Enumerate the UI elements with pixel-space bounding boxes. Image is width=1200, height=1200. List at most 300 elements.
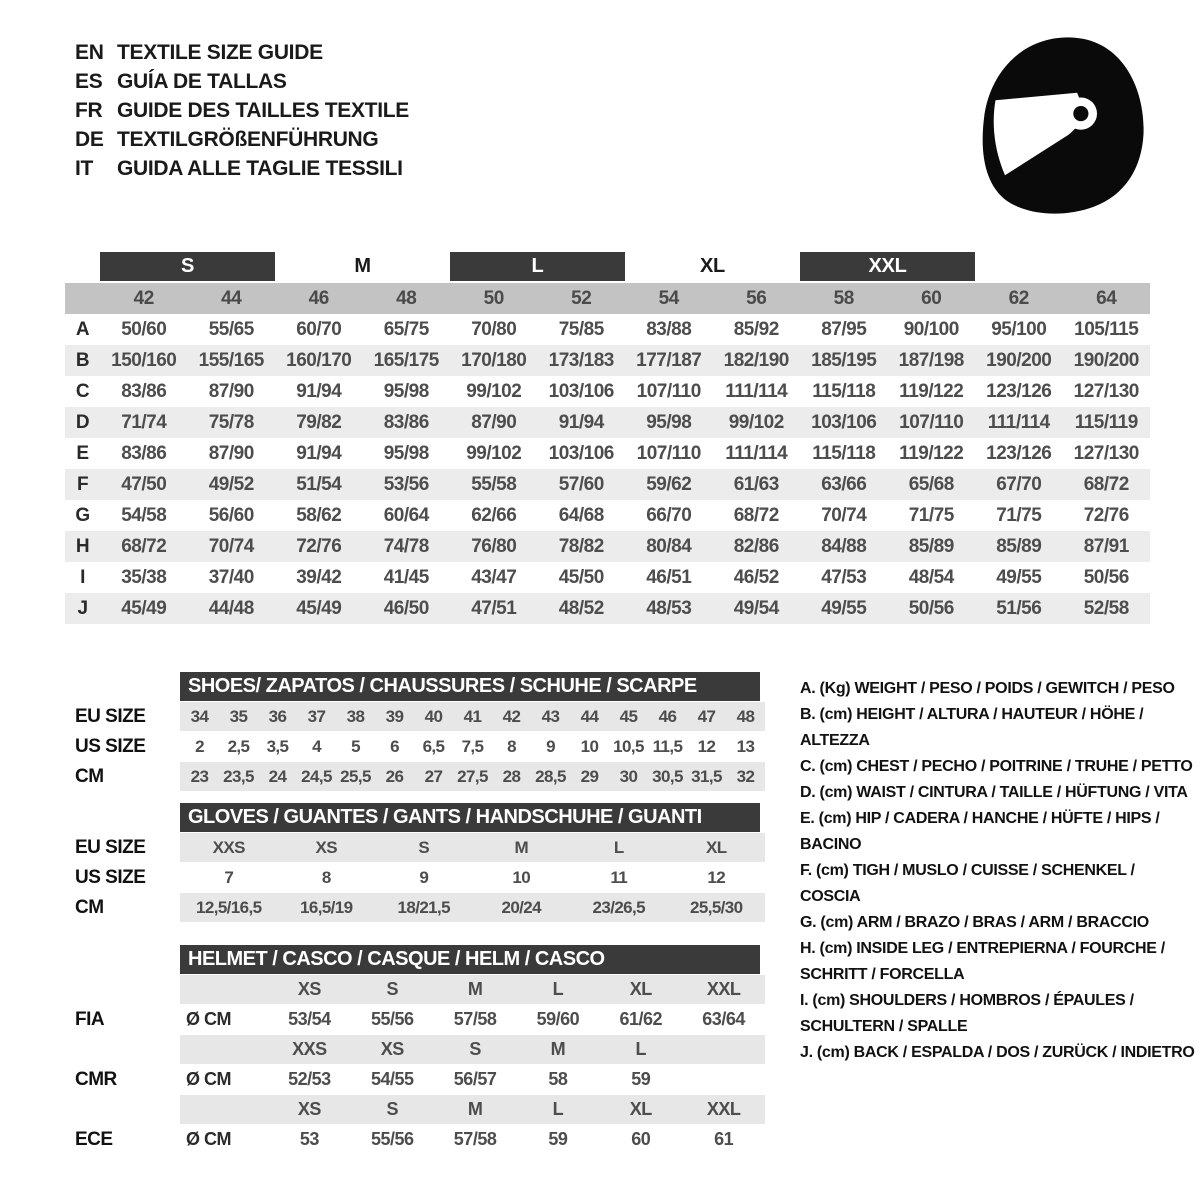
language-row [75,38,409,67]
measurement-value: 99/102 [466,442,522,464]
measurement-value: 48/54 [908,566,954,588]
size-column-header: 46 [308,287,329,309]
shoes-value: 37 [307,706,326,726]
measurement-value: 43/47 [471,566,517,588]
gloves-row-label: CM [75,896,104,918]
size-column-header: 56 [746,287,767,309]
measurement-value: 170/180 [461,349,527,371]
shoes-value: 48 [736,706,755,726]
language-title: GUÍA DE TALLAS [117,69,287,93]
gloves-value: 7 [224,867,234,887]
measurement-row-f [65,469,1150,500]
helmet-unit-label: Ø CM [186,1009,231,1029]
gloves-value: XL [705,837,727,857]
shoes-value: 43 [541,706,560,726]
measurement-value: 79/82 [296,411,342,433]
shoes-row-cm [65,762,765,791]
gloves-rows [65,833,765,922]
measurement-value: 80/84 [646,535,692,557]
measurement-value: 84/88 [821,535,867,557]
helmet-size-headers [180,975,765,1004]
measurement-value: 50/56 [908,597,954,619]
gloves-value: XXS [212,837,245,857]
measurement-row-c [65,376,1150,407]
shoes-value: 11,5 [652,736,683,756]
helmet-value: 63/64 [702,1009,745,1029]
shoes-value: 2 [195,736,204,756]
measurement-value: 90/100 [903,318,959,340]
shoes-value: 9 [546,736,555,756]
gloves-title: GLOVES / GUANTES / GANTS / HANDSCHUHE / GUANTI [188,806,702,828]
language-row [75,96,409,125]
legend-item: A. (Kg) WEIGHT / PESO / POIDS / GEWITCH / PESO [800,680,1175,697]
measurement-value: 44/48 [208,597,254,619]
shoes-value: 27 [424,766,443,786]
shoes-value: 47 [697,706,716,726]
gloves-row-eu-size [65,833,765,862]
measurement-value: 60/70 [296,318,342,340]
shoes-title: SHOES/ ZAPATOS / CHAUSSURES / SCHUHE / SCARPE [188,675,697,697]
gloves-value: 20/24 [501,897,542,917]
measurement-value: 61/63 [733,473,779,495]
helmet-value: 61/62 [619,1009,663,1029]
helmet-size-header: S [386,979,398,999]
measurement-value: 45/49 [121,597,167,619]
helmet-value: 59/60 [536,1009,580,1029]
shoes-value: 6 [390,736,399,756]
measurement-row-a [65,314,1150,345]
measurement-value: 49/55 [996,566,1042,588]
shoes-row-label: EU SIZE [75,705,146,727]
shoes-value: 13 [736,736,755,756]
gloves-value: M [514,837,529,857]
measurement-value: 190/200 [1073,349,1139,371]
shoes-value: 35 [229,706,248,726]
measurement-value: 45/50 [558,566,604,588]
helmet-value-row-fia [65,1005,765,1034]
helmet-size-header [682,1035,765,1064]
helmet-size-header: S [386,1099,398,1119]
shoes-value: 29 [580,766,599,786]
measurement-value: 52/58 [1083,597,1129,619]
gloves-title-bar [180,803,760,832]
gloves-value: 12 [707,867,726,887]
measurement-value: 56/60 [208,504,254,526]
measurement-value: 68/72 [121,535,167,557]
measurement-value: 87/90 [208,380,254,402]
language-row [75,154,409,183]
size-column-header: 54 [658,287,679,309]
shoes-value: 40 [424,706,443,726]
measurement-value: 185/195 [811,349,877,371]
helmet-value: 61 [714,1129,734,1149]
measurement-value: 59/62 [646,473,692,495]
measurement-value: 103/106 [548,442,614,464]
row-letter: H [75,535,90,557]
helmet-size-header: XXL [706,979,741,999]
helmet-value: 52/53 [288,1069,331,1089]
measurement-value: 119/122 [899,380,964,402]
language-code: DE [75,127,104,151]
gloves-value: 9 [419,867,429,887]
helmet-size-header: XXL [706,1099,741,1119]
helmet-value: 59 [631,1069,651,1089]
measurement-value: 127/130 [1073,380,1139,402]
helmet-size-header: L [552,1099,564,1119]
language-title: GUIDE DES TAILLES TEXTILE [117,98,409,122]
size-column-header: 60 [921,287,942,309]
garment-size-table [65,252,1150,624]
measurement-value: 82/86 [733,535,779,557]
measurement-value: 78/82 [558,535,604,557]
measurement-value: 91/94 [558,411,604,433]
measurement-value: 87/90 [208,442,254,464]
row-letter: A [75,318,90,340]
legend-item: D. (cm) WAIST / CINTURA / TAILLE / HÜFTUNG / VITA [800,784,1188,801]
measurement-value: 51/54 [296,473,342,495]
measurement-row-b [65,345,1150,376]
measurement-value: 63/66 [821,473,867,495]
shoes-values [180,762,765,791]
shoes-values [180,732,765,761]
shoes-value: 28,5 [535,766,566,786]
measurement-value: 105/115 [1074,318,1139,340]
helmet-value: 60 [631,1129,651,1149]
language-code: ES [75,69,103,93]
legend-item: C. (cm) CHEST / PECHO / POITRINE / TRUHE / PETTO [800,758,1193,775]
shoes-value: 42 [502,706,521,726]
measurement-value: 55/58 [471,473,517,495]
language-code: IT [75,156,94,180]
gloves-value: 18/21,5 [397,897,451,917]
shoes-value: 2,5 [227,736,250,756]
measurement-value: 75/85 [558,318,604,340]
helmet-size-header-row-fia [65,975,765,1004]
measurement-value: 76/80 [471,535,517,557]
gloves-value: 16,5/19 [299,897,353,917]
measurement-value: 71/74 [121,411,167,433]
measurement-value: 37/40 [208,566,254,588]
size-column-header: 62 [1008,287,1029,309]
row-letter: C [75,380,90,402]
shoes-value: 27,5 [457,766,488,786]
measurement-value: 91/94 [296,442,342,464]
row-letter: D [75,411,90,433]
helmet-size-header: XS [380,1039,404,1059]
language-title: GUIDA ALLE TAGLIE TESSILI [117,156,403,180]
shoes-value: 23 [190,766,209,786]
helmet-standard-label: FIA [75,1008,105,1030]
measurement-value: 51/56 [996,597,1042,619]
measurement-value: 190/200 [986,349,1052,371]
shoes-value: 36 [268,706,287,726]
measurement-value: 123/126 [986,380,1052,402]
measurement-value: 47/51 [471,597,517,619]
measurement-value: 107/110 [636,380,701,402]
measurement-value: 53/56 [383,473,429,495]
measurement-value: 58/62 [296,504,342,526]
shoes-value: 5 [351,736,360,756]
measurement-value: 71/75 [908,504,954,526]
measurement-value: 68/72 [733,504,779,526]
gloves-row-label: EU SIZE [75,836,146,858]
size-column-header: 52 [571,287,592,309]
size-column-header: 48 [396,287,417,309]
row-letter: G [75,504,90,526]
measurement-row-j [65,593,1150,624]
size-band-xxl: XXL [800,252,975,281]
shoes-value: 31,5 [691,766,722,786]
measurement-value: 65/68 [908,473,954,495]
size-band-row [65,252,1150,281]
measurement-value: 150/160 [111,349,177,371]
row-letter: J [77,597,88,619]
measurement-value: 64/68 [558,504,604,526]
gloves-value: 10 [512,867,531,887]
measurement-value: 111/114 [987,411,1050,433]
measurement-value: 111/114 [725,380,788,402]
gloves-value: XS [315,837,337,857]
measurement-value: 95/98 [646,411,692,433]
shoes-row-label: CM [75,765,104,787]
measurement-value: 71/75 [996,504,1042,526]
size-column-header: 64 [1096,287,1117,309]
shoes-row-eu-size [65,702,765,731]
shoes-title-bar [180,672,760,701]
helmet-value: 59 [548,1129,568,1149]
measurement-value: 182/190 [723,349,789,371]
row-letter: E [76,442,89,464]
measurement-row-h [65,531,1150,562]
helmet-value: 58 [548,1069,568,1089]
gloves-value: 23/26,5 [592,897,646,917]
measurement-value: 54/58 [121,504,167,526]
helmet-value: 53/54 [288,1009,331,1029]
shoes-value: 8 [507,736,516,756]
helmet-size-header-row-ece [65,1095,765,1124]
size-number-header-row [65,283,1150,314]
shoes-value: 12 [697,736,716,756]
gloves-values [180,833,765,862]
measurement-value: 41/45 [383,566,429,588]
shoes-value: 41 [463,706,482,726]
helmet-size-header [180,975,268,1004]
measurement-value: 65/75 [383,318,429,340]
racing-helmet-icon [965,32,1155,217]
size-band-l: L [450,252,625,281]
shoes-row-label: US SIZE [75,735,146,757]
measurement-value: 50/60 [121,318,167,340]
measurement-value: 74/78 [383,535,429,557]
helmet-size-header: XXS [292,1039,327,1059]
measurement-value: 49/52 [208,473,254,495]
measurement-value: 47/50 [121,473,167,495]
shoes-value: 46 [658,706,677,726]
shoes-value: 26 [385,766,404,786]
measurement-value: 66/70 [646,504,692,526]
helmet-value: 55/56 [370,1129,414,1149]
row-letter: F [76,473,89,495]
size-band-xl: XL [700,255,725,277]
measurement-value: 46/51 [646,566,692,588]
shoes-value: 10,5 [613,736,644,756]
gloves-value: 11 [610,867,628,887]
measurement-value: 67/70 [996,473,1042,495]
measurement-value: 123/126 [986,442,1052,464]
measurement-value: 83/86 [121,442,167,464]
gloves-values [180,893,765,922]
helmet-size-header-label [65,975,180,1004]
helmet-title-bar [180,945,760,974]
shoes-value: 6,5 [422,736,445,756]
size-column-header: 50 [483,287,504,309]
measurement-value: 46/50 [383,597,429,619]
measurement-value: 107/110 [899,411,964,433]
helmet-standard-values [180,1065,765,1094]
gloves-value: L [613,837,624,857]
measurement-value: 165/175 [373,349,439,371]
helmet-size-headers [180,1095,765,1124]
measurement-row-d [65,407,1150,438]
measurement-value: 115/118 [812,442,876,464]
gloves-value: 12,5/16,5 [196,897,262,917]
measurement-value: 85/92 [733,318,779,340]
helmet-standard-label: ECE [75,1128,113,1150]
size-band-m: M [354,255,371,277]
measurement-value: 95/98 [383,442,429,464]
shoes-value: 44 [580,706,599,726]
legend-item: F. (cm) TIGH / MUSLO / CUISSE / SCHENKEL / COSCIA [800,862,1135,905]
measurement-value: 75/78 [208,411,254,433]
measurement-value: 103/106 [811,411,877,433]
gloves-row-cm [65,893,765,922]
helmet-value: 57/58 [453,1009,497,1029]
shoes-value: 10 [580,736,599,756]
gloves-value: S [418,837,430,857]
measurement-value: 70/74 [208,535,254,557]
shoes-value: 25,5 [340,766,371,786]
measurement-value: 115/118 [812,380,876,402]
corner-cell [65,283,100,314]
helmet-size-header: L [635,1039,646,1059]
shoes-value: 30 [619,766,638,786]
helmet-size-header: XS [297,979,321,999]
helmet-size-header-row-cmr [65,1035,765,1064]
measurement-value: 91/94 [296,380,342,402]
shoes-row-us-size [65,732,765,761]
shoes-values [180,702,765,731]
measurement-value: 85/89 [996,535,1042,557]
helmet-value-row-cmr [65,1065,765,1094]
measurement-rows [65,314,1150,624]
measurement-value: 107/110 [636,442,701,464]
measurement-value: 87/90 [471,411,517,433]
measurement-value: 99/102 [466,380,522,402]
measurement-value: 85/89 [908,535,954,557]
helmet-standard-values [180,1125,765,1154]
helmet-standard-values [180,1005,765,1034]
shoes-value: 34 [190,706,209,726]
measurement-value: 177/187 [636,349,702,371]
language-code: FR [75,98,103,122]
helmet-value [682,1065,765,1094]
helmet-title: HELMET / CASCO / CASQUE / HELM / CASCO [188,948,605,970]
gloves-value: 25,5/30 [689,897,743,917]
shoes-value: 30,5 [652,766,683,786]
measurement-value: 39/42 [296,566,342,588]
helmet-size-header: M [467,979,483,999]
measurement-value: 119/122 [899,442,964,464]
helmet-unit-label: Ø CM [186,1069,231,1089]
measurement-value: 46/52 [733,566,779,588]
measurement-value: 83/88 [646,318,692,340]
measurement-row-e [65,438,1150,469]
language-row [75,67,409,96]
shoes-section [65,672,765,791]
measurement-row-g [65,500,1150,531]
shoes-value: 24 [268,766,287,786]
measurement-value: 83/86 [383,411,429,433]
legend-item: B. (cm) HEIGHT / ALTURA / HAUTEUR / HÖHE / ALTEZZA [800,706,1144,749]
measurement-value: 62/66 [471,504,517,526]
helmet-standard-label: CMR [75,1068,117,1090]
measurement-value: 70/74 [821,504,867,526]
measurement-value: 72/76 [296,535,342,557]
helmet-size-headers [180,1035,765,1064]
shoes-value: 7,5 [461,736,484,756]
row-letter: B [75,349,90,371]
measurement-value: 35/38 [121,566,167,588]
measurement-value: 87/95 [821,318,867,340]
helmet-size-header-label [65,1095,180,1124]
measurement-value: 55/65 [208,318,254,340]
legend-item: J. (cm) BACK / ESPALDA / DOS / ZURÜCK / INDIETRO [800,1044,1195,1061]
legend-item: H. (cm) INSIDE LEG / ENTREPIERNA / FOURCHE / SCHRITT / FORCELLA [800,940,1165,983]
legend-item: G. (cm) ARM / BRAZO / BRAS / ARM / BRACCIO [800,914,1149,931]
gloves-row-label: US SIZE [75,866,146,888]
helmet-section [65,945,765,1154]
language-row [75,125,409,154]
measurement-value: 127/130 [1073,442,1139,464]
measurement-value: 45/49 [296,597,342,619]
helmet-size-header [180,1035,268,1064]
helmet-size-header: XL [629,979,652,999]
gloves-row-us-size [65,863,765,892]
language-title: TEXTILE SIZE GUIDE [117,40,323,64]
shoes-value: 28 [502,766,521,786]
measurement-value: 99/102 [728,411,784,433]
measurement-value: 60/64 [383,504,429,526]
helmet-value: 53 [299,1129,319,1149]
helmet-size-header: M [550,1039,566,1059]
measurement-value: 72/76 [1083,504,1129,526]
measurement-legend [800,676,1198,1066]
helmet-size-header-label [65,1035,180,1064]
shoes-value: 45 [619,706,638,726]
measurement-value: 50/56 [1083,566,1129,588]
shoes-value: 39 [385,706,404,726]
measurement-value: 70/80 [471,318,517,340]
measurement-value: 49/54 [733,597,779,619]
legend-item: I. (cm) SHOULDERS / HOMBROS / ÉPAULES / SCHULTERN / SPALLE [800,992,1134,1035]
helmet-size-header [180,1095,268,1124]
shoes-value: 32 [736,766,755,786]
helmet-size-header: S [469,1039,481,1059]
shoes-value: 4 [312,736,321,756]
measurement-value: 155/165 [198,349,264,371]
measurement-value: 115/119 [1074,411,1138,433]
gloves-section [65,803,765,922]
